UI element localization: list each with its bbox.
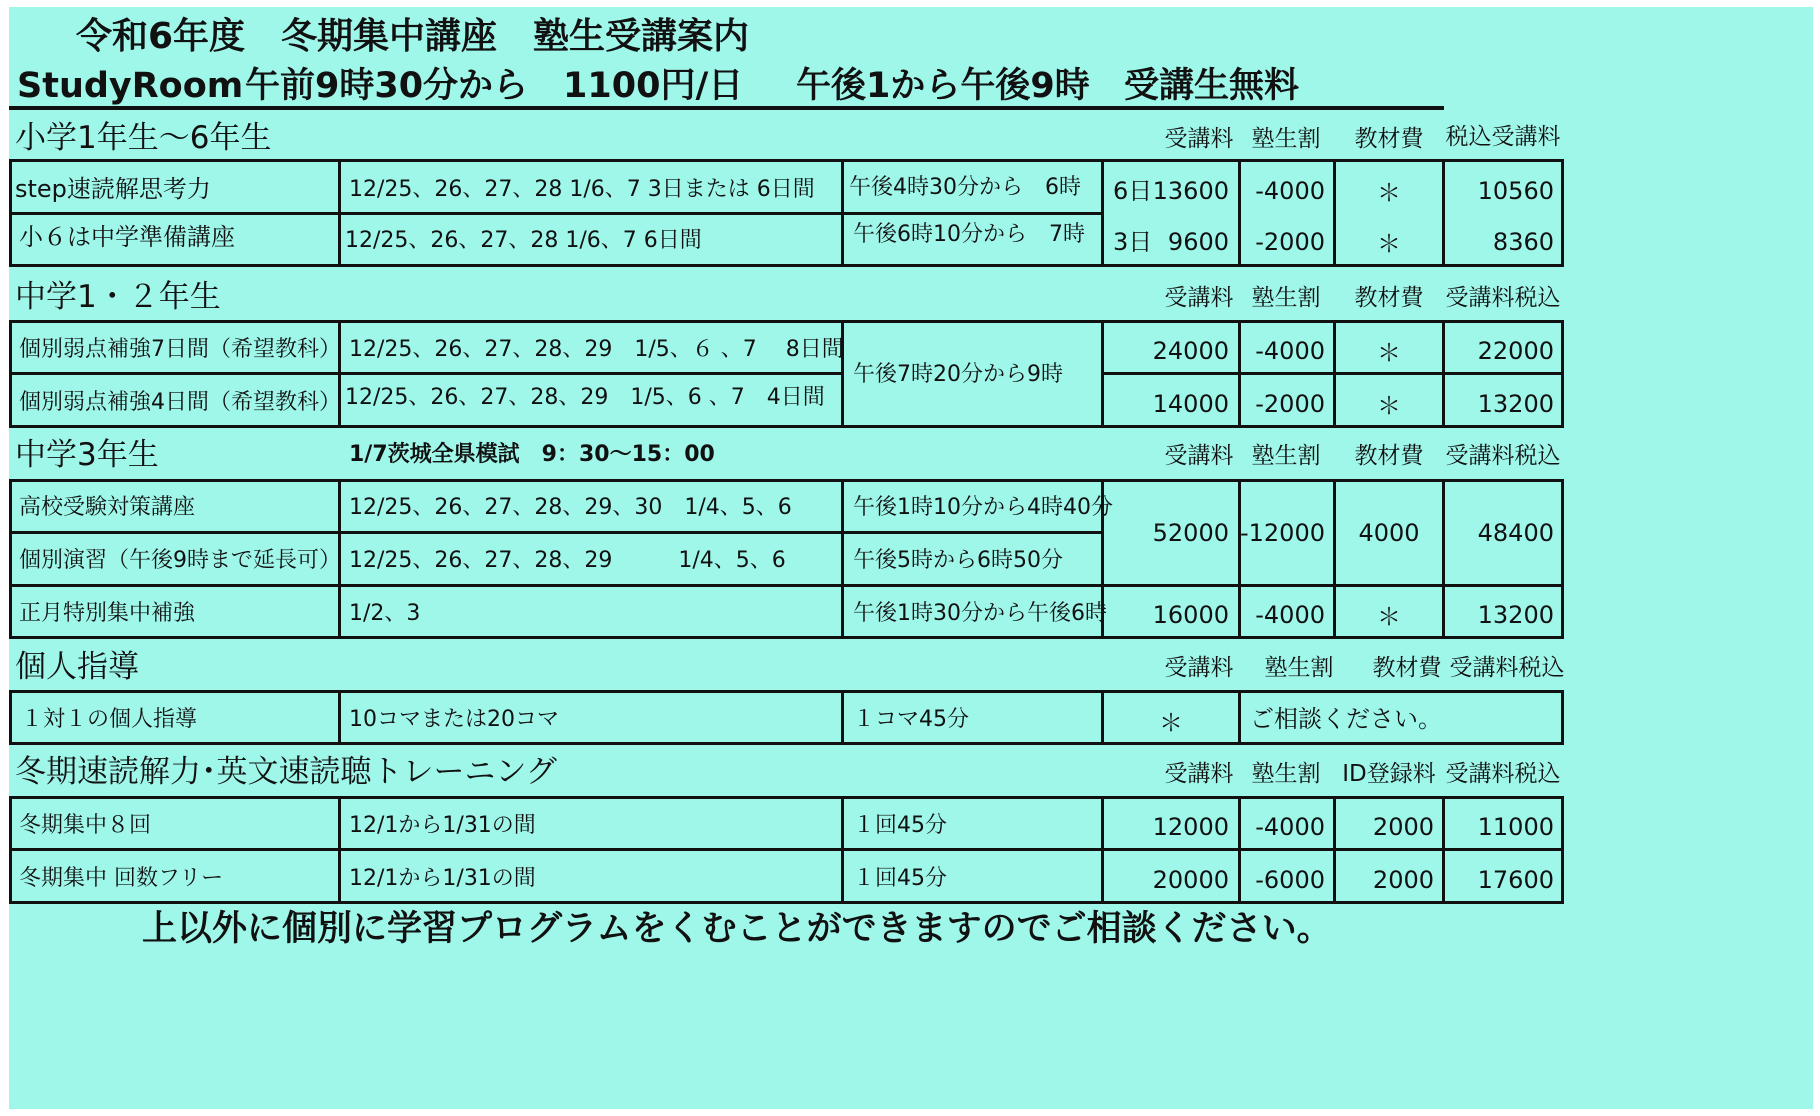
table-row-total: 11000: [1477, 813, 1554, 841]
table-row-time: 午後7時20分から9時: [853, 362, 1063, 387]
header-discount: 塾生割: [1251, 285, 1321, 311]
table-row-days: 3日: [1113, 228, 1153, 256]
header-fee: 受講料: [1164, 655, 1234, 681]
footer-note: 上以外に個別に学習プログラムをくむことができますのでご相談ください。: [142, 909, 1332, 949]
table-row-id-fee: 2000: [1372, 866, 1434, 894]
row-divider: [9, 372, 841, 375]
header-fee: 受講料: [1164, 443, 1234, 469]
col-divider: [1238, 690, 1241, 745]
col-divider: [338, 159, 341, 267]
table-row-material: ＊: [1377, 339, 1401, 367]
header-material: 教材費: [1354, 443, 1424, 469]
col-divider: [1101, 796, 1104, 904]
col-divider: [1101, 159, 1104, 267]
table-row-time: １コマ45分: [853, 707, 969, 732]
table-row-name: 正月特別集中補強: [19, 601, 196, 626]
table-row-fee: 24000: [1152, 337, 1229, 365]
table-row-time: 午後5時から6時50分: [853, 548, 1063, 573]
table-row-discount: -2000: [1255, 228, 1325, 256]
section-title-jh12: 中学1・２年生: [15, 279, 221, 315]
combined-fee: 52000: [1152, 519, 1229, 547]
section-title-jh3: 中学3年生: [15, 437, 159, 473]
table-row-discount: -4000: [1255, 337, 1325, 365]
table-row-total: 13200: [1477, 601, 1554, 629]
col-divider: [841, 796, 844, 904]
row-divider: [9, 584, 1564, 587]
table-row-material: ＊: [1377, 179, 1401, 207]
table-row-dates: 12/25、26、27、28 1/6、7 3日または 6日間: [349, 177, 815, 202]
table-row-id-fee: 2000: [1372, 813, 1434, 841]
header-total: 受講料税込: [1445, 761, 1561, 787]
table-row-discount: -4000: [1255, 601, 1325, 629]
table-row-dates: 12/25、26、27、28、29 1/5、６ 、7 8日間: [349, 337, 844, 362]
table-row-discount: -2000: [1255, 390, 1325, 418]
header-material: 教材費: [1354, 126, 1424, 152]
header-material: 教材費: [1354, 285, 1424, 311]
row-divider: [9, 848, 1564, 851]
table-row-name: 個別弱点補強7日間（希望教科）: [19, 337, 341, 362]
table-row-name: 小６は中学準備講座: [19, 223, 235, 251]
table-row-material: ＊: [1377, 230, 1401, 258]
table-row-time: １回45分: [853, 866, 947, 891]
header-id-fee: ID登録料: [1342, 761, 1436, 787]
col-divider: [1101, 320, 1104, 428]
section-title-private: 個人指導: [15, 649, 139, 685]
table-row-fee: 9600: [1167, 228, 1229, 256]
table-row-total: 17600: [1477, 866, 1554, 894]
table-row-dates: 1/2、3: [349, 601, 421, 626]
row-divider: [9, 212, 1101, 215]
header-discount: 塾生割: [1251, 443, 1321, 469]
combined-material: 4000: [1358, 519, 1420, 547]
section-title-elementary: 小学1年生〜6年生: [15, 120, 272, 156]
section-title-speed: 冬期速読解力･英文速読聴トレーニング: [15, 754, 557, 790]
combined-total: 48400: [1477, 519, 1554, 547]
header-fee: 受講料: [1164, 285, 1234, 311]
table-row-dates: 10コマまたは20コマ: [349, 707, 559, 732]
table-row-total: 22000: [1477, 337, 1554, 365]
table-row-material: ＊: [1377, 392, 1401, 420]
consult-note: ご相談ください。: [1250, 705, 1442, 733]
table-row-dates: 12/25、26、27、28、29 1/5、6 、7 4日間: [345, 385, 825, 410]
mock-exam-note: 1/7茨城全県模試 9：30〜15：00: [349, 442, 715, 467]
row-divider: [9, 531, 1101, 534]
table-row-fee: 14000: [1152, 390, 1229, 418]
col-divider: [841, 479, 844, 639]
header-discount: 塾生割: [1251, 126, 1321, 152]
col-divider: [1333, 796, 1336, 904]
col-divider: [338, 796, 341, 904]
table-row-time: 午後4時30分から 6時: [849, 175, 1081, 200]
header-material: 教材費: [1372, 655, 1442, 681]
header-total: 受講料税込: [1445, 443, 1561, 469]
table-row-total: 10560: [1477, 177, 1554, 205]
header-total: 税込受講料: [1445, 124, 1561, 150]
table-row-dates: 12/1から1/31の間: [349, 866, 536, 891]
table-row-name: 冬期集中８回: [19, 813, 152, 838]
table-row-name: 個別演習（午後9時まで延長可）: [19, 548, 341, 573]
table-row-dates: 12/25、26、27、28、29、30 1/4、5、6: [349, 495, 792, 520]
table-row-fee: 13600: [1152, 177, 1229, 205]
table-row-total: 8360: [1492, 228, 1554, 256]
table-row-discount: -4000: [1255, 177, 1325, 205]
table-row-discount: -6000: [1255, 866, 1325, 894]
header-total: 受講料税込: [1449, 655, 1565, 681]
col-divider: [841, 159, 844, 267]
table-row-material: ＊: [1377, 603, 1401, 631]
table-row-name: 高校受験対策講座: [19, 495, 196, 520]
page-title: 令和6年度 冬期集中講座 塾生受講案内: [76, 16, 750, 57]
studyroom-label: StudyRoom: [17, 66, 244, 106]
table-row-fee: 16000: [1152, 601, 1229, 629]
course-guide-page: [9, 7, 1813, 1109]
studyroom-afternoon: 午後1から午後9時: [796, 66, 1090, 106]
table-row-fee: ＊: [1159, 709, 1183, 737]
combined-discount: -12000: [1239, 519, 1325, 547]
header-fee: 受講料: [1164, 126, 1234, 152]
table-row-dates: 12/1から1/31の間: [349, 813, 536, 838]
header-total: 受講料税込: [1445, 285, 1561, 311]
header-fee: 受講料: [1164, 761, 1234, 787]
header-discount: 塾生割: [1264, 655, 1334, 681]
table-row-time: 午後1時10分から4時40分: [853, 495, 1113, 520]
col-divider: [841, 690, 844, 745]
table-row-fee: 12000: [1152, 813, 1229, 841]
table-row-days: 6日: [1113, 177, 1153, 205]
table-row-time: 午後6時10分から 7時: [853, 222, 1085, 247]
table-row-name: step速読解思考力: [15, 175, 211, 203]
table-row-name: 個別弱点補強4日間（希望教科）: [19, 390, 341, 415]
table-row-fee: 20000: [1152, 866, 1229, 894]
table-row-discount: -4000: [1255, 813, 1325, 841]
studyroom-free: 受講生無料: [1124, 66, 1300, 106]
studyroom-morning: 午前9時30分から 1100円/日: [245, 66, 744, 106]
title-underline: [9, 106, 1444, 110]
table-row-total: 13200: [1477, 390, 1554, 418]
table-row-name: 冬期集中 回数フリー: [19, 866, 224, 891]
table-row-dates: 12/25、26、27、28、29 1/4、5、6: [349, 548, 786, 573]
table-row-dates: 12/25、26、27、28 1/6、7 6日間: [345, 228, 702, 253]
table-row-time: １回45分: [853, 813, 947, 838]
table-row-name: １対１の個人指導: [21, 707, 198, 732]
header-discount: 塾生割: [1251, 761, 1321, 787]
table-row-time: 午後1時30分から午後6時: [853, 601, 1107, 626]
col-divider: [338, 690, 341, 745]
